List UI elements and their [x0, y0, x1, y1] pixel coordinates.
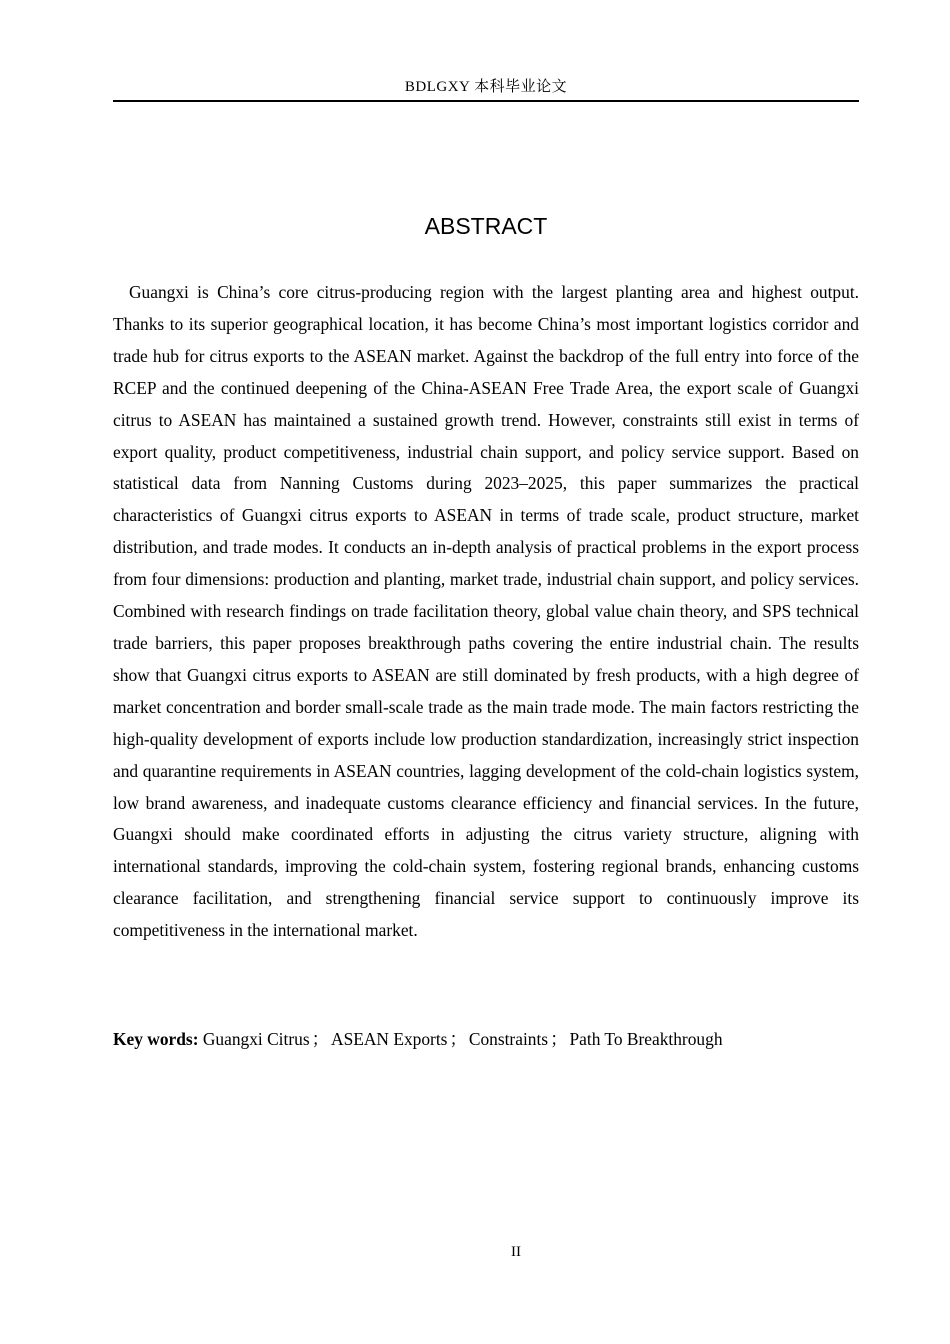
header-rule	[113, 100, 859, 102]
keywords-label: Key words:	[113, 1029, 203, 1049]
keyword-item: Constraints	[468, 1029, 549, 1049]
running-header: BDLGXY 本科毕业论文	[404, 79, 568, 95]
keyword-separator: ；	[449, 1029, 467, 1049]
keyword-separator: ；	[311, 1029, 330, 1049]
keyword-separator: ；	[550, 1029, 568, 1049]
keyword-item: Guangxi Citrus	[202, 1029, 310, 1049]
page-number: II	[511, 1244, 521, 1260]
keyword-item: ASEAN Exports	[331, 1029, 448, 1049]
abstract-body: Guangxi is China’s core citrus-producing region with the largest planting area and highest output. Thanks to its superior geographical location, it has become China’s most important logistics corridor and trade hub for citrus exports to the ASEAN market. Against the backdrop of the full entry into force of the RCEP and the continued deepening of the China-ASEAN Free Trade Area, the export scale of Guangxi citrus to ASEAN has maintained a sustained growth trend. However, constraints still exist in terms of export quality, product competitiveness, industrial chain support, and policy service support. Based on statistical data from Nanning Customs during 2023–2025, this paper summarizes the practical characteristics of Guangxi citrus exports to ASEAN in terms of trade scale, product structure, market distribution, and trade modes. It conducts an in-depth analysis of practical problems in the export process from four dimensions: production and planting, market trade, industrial chain support, and policy services. Combined with research findings on trade facilitation theory, global value chain theory, and SPS technical trade barriers, this paper proposes breakthrough paths covering the entire industrial chain. The results show that Guangxi citrus exports to ASEAN are still dominated by fresh products, with a high degree of market concentration and border small-scale trade as the main trade mode. The main factors restricting the high-quality development of exports include low production standardization, increasingly strict inspection and quarantine requirements in ASEAN countries, lagging development of the cold-chain logistics system, low brand awareness, and inadequate customs clearance efficiency and financial services. In the future, Guangxi should make coordinated efforts in adjusting the citrus variety structure, aligning with international standards, improving the cold-chain system, fostering regional brands, enhancing customs clearance facilitation, and strengthening financial service support to continuously improve its competitiveness in the international market.	[113, 282, 859, 941]
keyword-item: Path To Breakthrough	[569, 1029, 723, 1049]
abstract-title: ABSTRACT	[424, 213, 548, 239]
keywords-line	[113, 1024, 859, 1054]
